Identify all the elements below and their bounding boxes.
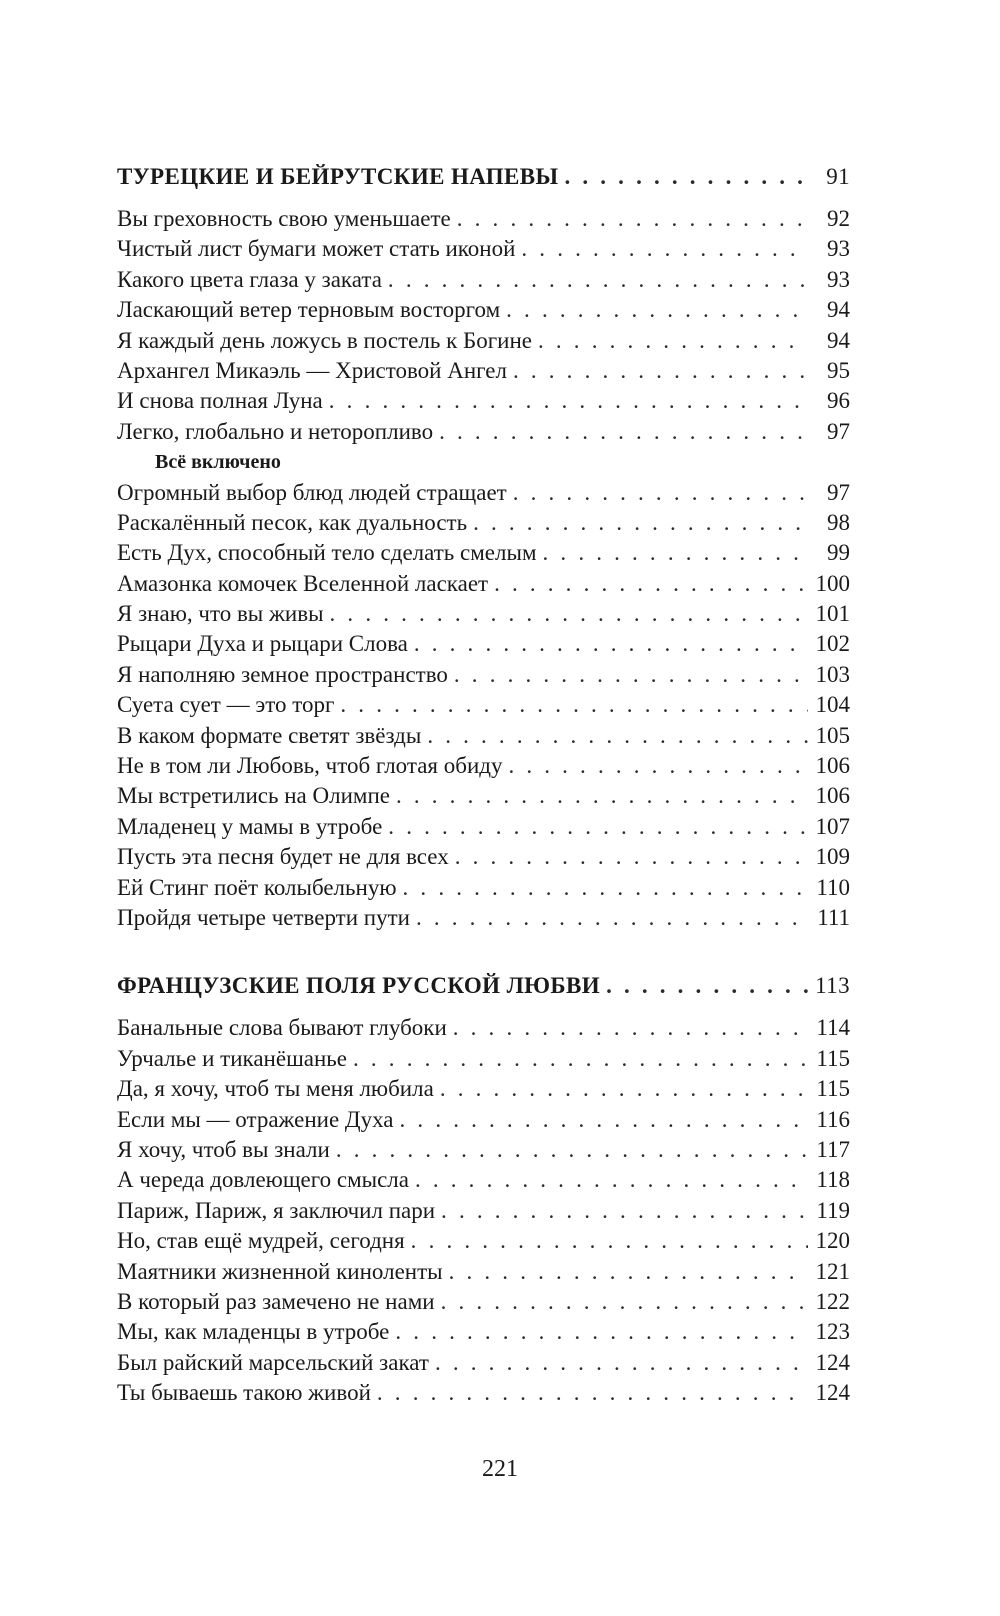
page-number: 110 [816, 874, 850, 900]
entry-title: Огромный выбор блюд людей стращает [117, 479, 507, 505]
dot-leader [506, 295, 808, 325]
dot-leader [416, 903, 808, 933]
page-number: 91 [826, 164, 850, 189]
toc-entry [117, 812, 850, 842]
entry-title: И снова полная Луна [117, 388, 323, 414]
entry-title: Есть Дух, способный тело сделать смелым [117, 540, 537, 566]
dot-leader [564, 160, 808, 194]
dot-leader [377, 1378, 808, 1408]
entry-title: Ей Стинг поёт колыбельную [117, 874, 397, 900]
page-number: 120 [815, 1228, 850, 1254]
page-number: 93 [827, 236, 850, 262]
dot-leader [449, 1257, 808, 1287]
toc-entry [117, 386, 850, 416]
section-title: ТУРЕЦКИЕ И БЕЙРУТСКИЕ НАПЕВЫ [117, 164, 559, 189]
toc-entry [117, 1226, 850, 1256]
dot-leader [513, 356, 808, 386]
dot-leader [494, 569, 808, 599]
toc-entry [117, 1287, 850, 1317]
dot-leader [521, 234, 808, 264]
page-number: 121 [815, 1258, 850, 1284]
page-number: 94 [827, 327, 850, 353]
dot-leader [606, 969, 808, 1003]
page-number: 117 [816, 1136, 850, 1162]
dot-leader [411, 1226, 808, 1256]
entry-title: Пусть эта песня будет не для всех [117, 844, 449, 870]
toc-entry [117, 1074, 850, 1104]
toc-entry [117, 721, 850, 751]
dot-leader [455, 842, 808, 872]
page-number: 113 [815, 973, 850, 999]
entry-title: Рыцари Духа и рыцари Слова [117, 631, 408, 657]
dot-leader [473, 508, 808, 538]
page-number: 119 [816, 1197, 850, 1223]
toc-entry [117, 417, 850, 447]
page-number: 124 [815, 1380, 850, 1406]
toc-entry [117, 1317, 850, 1347]
dot-leader [538, 326, 808, 356]
dot-leader [388, 265, 808, 295]
entry-title: Урчалье и тиканёшанье [117, 1045, 347, 1071]
toc-entry [117, 751, 850, 781]
page-number: 94 [827, 297, 850, 323]
page-number: 92 [827, 206, 850, 231]
entry-title: Да, я хочу, чтоб ты меня любила [117, 1076, 434, 1102]
toc-entry [117, 1348, 850, 1378]
toc-entry [117, 781, 850, 811]
page-number: 115 [816, 1045, 850, 1071]
page-number: 98 [827, 509, 850, 535]
entry-title: В каком формате светят звёзды [117, 722, 422, 748]
page-number: 109 [815, 844, 850, 870]
toc-entry [117, 1105, 850, 1135]
entry-title: Я хочу, чтоб вы знали [117, 1136, 330, 1162]
dot-leader [453, 1013, 808, 1043]
entry-title: Чистый лист бумаги может стать иконой [117, 236, 516, 262]
entry-title: Если мы — отражение Духа [117, 1106, 394, 1132]
entry-title: Париж, Париж, я заключил пари [117, 1197, 436, 1223]
dot-leader [403, 873, 808, 903]
page-number: 123 [815, 1319, 850, 1345]
page-number: 103 [815, 661, 850, 687]
toc-entry [117, 1378, 850, 1408]
page-number: 114 [816, 1015, 850, 1041]
entry-title: Суета сует — это торг [117, 692, 335, 718]
toc-entry [117, 508, 850, 538]
page-number: 118 [816, 1167, 850, 1193]
dot-leader [435, 1348, 808, 1378]
dot-leader [508, 751, 808, 781]
dot-leader [400, 1105, 808, 1135]
page-number: 107 [815, 813, 850, 839]
toc-entry [117, 1257, 850, 1287]
toc-entry [117, 690, 850, 720]
entry-title: Младенец у мамы в утробе [117, 813, 383, 839]
toc-entry [117, 1165, 850, 1195]
toc-entry [117, 903, 850, 933]
dot-leader [414, 629, 808, 659]
dot-leader [513, 478, 808, 508]
toc-entry [117, 295, 850, 325]
dot-leader [395, 1317, 808, 1347]
section-title: ФРАНЦУЗСКИЕ ПОЛЯ РУССКОЙ ЛЮБВИ [117, 973, 601, 999]
page-number: 97 [827, 479, 850, 505]
entry-title: Был райский марсельский закат [117, 1349, 429, 1375]
dot-leader [427, 721, 808, 751]
toc-entry [117, 629, 850, 659]
page-number: 106 [815, 753, 850, 779]
entry-title: Но, став ещё мудрей, сегодня [117, 1228, 405, 1254]
table-of-contents [117, 160, 850, 1408]
dot-leader [396, 781, 808, 811]
page-number: 115 [816, 1076, 850, 1102]
entry-title: А череда довлеющего смысла [117, 1167, 409, 1193]
dot-leader [454, 660, 808, 690]
dot-leader [330, 599, 808, 629]
entry-title: Банальные слова бывают глубоки [117, 1015, 447, 1041]
page-number: 102 [815, 631, 850, 657]
toc-entry [117, 842, 850, 872]
toc-entry [117, 234, 850, 264]
page-folio-number: 221 [482, 1456, 518, 1482]
toc-entry [117, 1196, 850, 1226]
dot-leader [353, 1044, 808, 1074]
page-number: 97 [827, 418, 850, 444]
page-number: 116 [816, 1106, 850, 1132]
page-number: 99 [827, 540, 850, 566]
toc-entry [117, 660, 850, 690]
entry-title: Пройдя четыре четверти пути [117, 904, 410, 930]
entry-title: Ты бываешь такою живой [117, 1380, 371, 1406]
entry-title: Не в том ли Любовь, чтоб глотая обиду [117, 753, 503, 779]
entry-title: Вы греховность свою уменьшаете [117, 206, 451, 231]
dot-leader [336, 1135, 808, 1165]
entry-title: Какого цвета глаза у заката [117, 266, 382, 292]
dot-leader [441, 1196, 808, 1226]
page-number: 101 [815, 601, 850, 627]
entry-title: Архангел Микаэль — Христовой Ангел [117, 357, 507, 383]
entry-title: Мы, как младенцы в утробе [117, 1319, 390, 1345]
page-number: 93 [827, 266, 850, 292]
entry-title: Раскалённый песок, как дуальность [117, 509, 468, 535]
toc-entry [117, 538, 850, 568]
page-number: 111 [817, 904, 850, 930]
toc-entry [117, 356, 850, 386]
toc-entry [117, 569, 850, 599]
dot-leader [457, 204, 808, 234]
dot-leader [329, 386, 808, 416]
entry-title: Я знаю, что вы живы [117, 601, 324, 627]
toc-section-heading [117, 969, 850, 1003]
page-number: 105 [815, 722, 850, 748]
dot-leader [543, 538, 808, 568]
toc-section-heading [117, 160, 850, 194]
page-number: 106 [815, 783, 850, 809]
entry-title: Я каждый день ложусь в постель к Богине [117, 327, 532, 353]
entry-title: Ласкающий ветер терновым восторгом [117, 297, 501, 323]
toc-entry [117, 1044, 850, 1074]
toc-entry [117, 599, 850, 629]
dot-leader [388, 812, 808, 842]
dot-leader [440, 1074, 808, 1104]
entry-title: В который раз замечено не нами [117, 1288, 435, 1314]
toc-entry [117, 204, 850, 234]
toc-entry [117, 326, 850, 356]
page-number: 100 [815, 570, 850, 596]
page-number: 122 [815, 1288, 850, 1314]
page-number: 95 [827, 357, 850, 383]
toc-entry [117, 873, 850, 903]
toc-entry [117, 1013, 850, 1043]
dot-leader [441, 1287, 808, 1317]
toc-subheading: Всё включено [155, 451, 281, 474]
entry-title: Я наполняю земное пространство [117, 661, 448, 687]
page-number: 96 [827, 388, 850, 414]
page-number: 104 [815, 692, 850, 718]
entry-title: Мы встретились на Олимпе [117, 783, 390, 809]
entry-title: Маятники жизненной киноленты [117, 1258, 443, 1284]
dot-leader [340, 690, 808, 720]
toc-entry [117, 265, 850, 295]
toc-entry [117, 1135, 850, 1165]
dot-leader [415, 1165, 808, 1195]
toc-entry [117, 478, 850, 508]
entry-title: Амазонка комочек Вселенной ласкает [117, 570, 489, 596]
dot-leader [439, 417, 808, 447]
page-number: 124 [815, 1349, 850, 1375]
entry-title: Легко, глобально и неторопливо [117, 418, 434, 444]
